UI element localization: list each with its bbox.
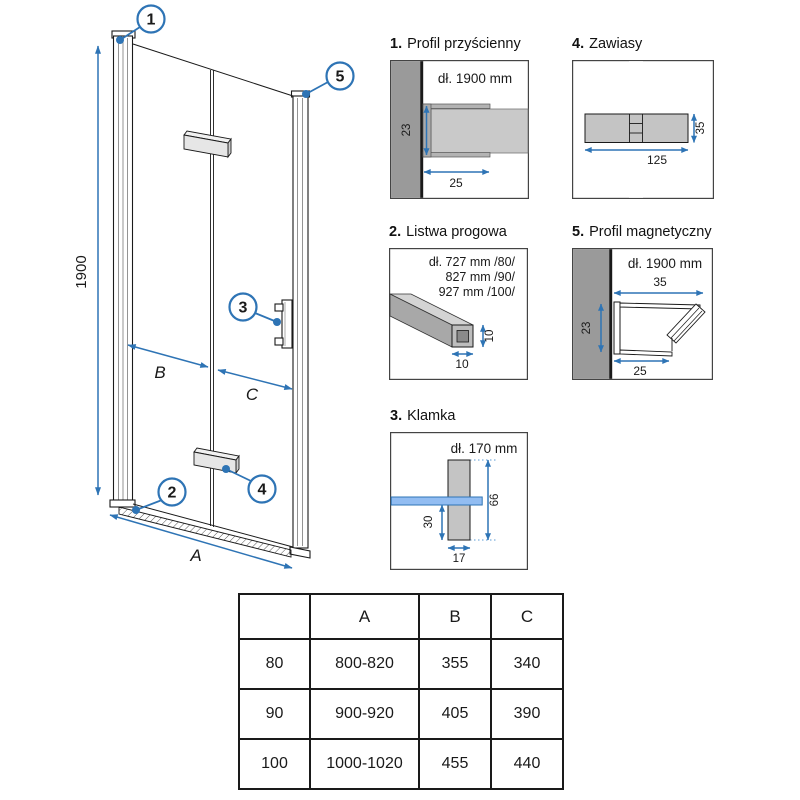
cell-b: 355 — [419, 639, 491, 689]
detail-5-dim-35: 35 — [653, 275, 667, 289]
callout-1-number: 1 — [146, 11, 156, 29]
glass-bottom-edge — [133, 504, 293, 547]
detail-2-dim-h: 10 — [484, 329, 496, 343]
detail-5-drawing — [572, 248, 713, 380]
bottom-hinge — [194, 448, 239, 473]
detail-2-number: 2. — [389, 224, 402, 240]
callout-5 — [302, 63, 354, 99]
header-b: B — [419, 594, 491, 639]
detail-5-dim-23: 23 — [581, 321, 593, 335]
cell-a: 800-820 — [310, 639, 419, 689]
callout-3-number: 3 — [238, 299, 248, 317]
callout-3 — [230, 294, 282, 327]
detail-3-length: dł. 170 mm — [450, 441, 518, 456]
detail-1-label: Profil przyścienny — [407, 36, 521, 52]
callout-4 — [222, 465, 276, 503]
detail-3-dim-66: 66 — [489, 493, 501, 507]
size-table — [238, 593, 564, 790]
detail-1-dim-25: 25 — [449, 176, 463, 190]
detail-3-drawing — [390, 432, 528, 570]
detail-1-drawing — [390, 60, 529, 199]
callout-5-number: 5 — [335, 68, 345, 86]
profile-top-flange — [423, 104, 490, 109]
threshold-strip — [119, 507, 291, 557]
cell-b: 455 — [419, 739, 491, 789]
callout-2-number: 2 — [167, 484, 177, 502]
detail-4-dim-125: 125 — [646, 153, 668, 167]
width-a-dimension — [110, 515, 292, 568]
detail-2-length-100: 927 mm /100/ — [438, 285, 515, 299]
detail-1-dim-23: 23 — [401, 123, 413, 137]
panel-c-dimension — [218, 370, 292, 404]
glass-panel — [431, 109, 528, 153]
height-dimension — [73, 46, 98, 495]
detail-4-number: 4. — [572, 36, 585, 52]
callout-2 — [132, 479, 186, 515]
top-hinge — [184, 131, 231, 157]
detail-2-dim-w: 10 — [455, 357, 469, 371]
cell-size: 100 — [239, 739, 310, 789]
detail-2-drawing — [389, 248, 528, 380]
detail-5-number: 5. — [572, 224, 585, 240]
cell-a: 900-920 — [310, 689, 419, 739]
callout-1 — [116, 6, 165, 45]
table-row-100 — [239, 739, 563, 789]
cell-a: 1000-1020 — [310, 739, 419, 789]
wall-section — [573, 249, 609, 379]
header-c: C — [491, 594, 563, 639]
table-header-row — [239, 594, 563, 639]
hinge-body — [585, 114, 688, 143]
header-a: A — [310, 594, 419, 639]
wall-face-line — [609, 249, 612, 379]
cell-c: 440 — [491, 739, 563, 789]
detail-2-length-80: dł. 727 mm /80/ — [428, 255, 515, 269]
glass-strip — [391, 497, 482, 505]
header-size — [239, 594, 310, 639]
detail-2-title — [389, 224, 507, 240]
table-row-80 — [239, 639, 563, 689]
glass-top-edge — [133, 44, 293, 96]
detail-2-label: Listwa progowa — [406, 224, 507, 240]
detail-2-length-90: 827 mm /90/ — [445, 270, 515, 284]
main-door-diagram — [0, 0, 380, 612]
detail-5-length: dł. 1900 mm — [627, 256, 703, 271]
detail-3-title — [390, 408, 455, 424]
detail-4-dim-35: 35 — [695, 121, 707, 135]
profile-bottom-flange — [423, 153, 490, 158]
detail-3-label: Klamka — [407, 408, 456, 424]
detail-5-label: Profil magnetyczny — [589, 224, 712, 240]
detail-4-label: Zawiasy — [589, 36, 643, 52]
detail-4-drawing — [572, 60, 714, 199]
width-a-label: A — [190, 546, 202, 565]
detail-5-dim-25: 25 — [633, 364, 647, 378]
detail-3-dim-17: 17 — [452, 553, 466, 565]
detail-3-dim-30: 30 — [423, 515, 435, 529]
height-dimension-label: 1900 — [73, 255, 90, 289]
cell-c: 390 — [491, 689, 563, 739]
panel-b-dimension — [128, 345, 208, 382]
detail-4-title — [572, 36, 642, 52]
panel-b-label: B — [154, 363, 166, 382]
detail-1-length: dł. 1900 mm — [437, 71, 513, 86]
detail-3-number: 3. — [390, 408, 403, 424]
table-row-90 — [239, 689, 563, 739]
panel-c-label: C — [245, 385, 259, 404]
detail-1-number: 1. — [390, 36, 403, 52]
cell-c: 340 — [491, 639, 563, 689]
left-wall-profile — [110, 31, 135, 507]
cell-size: 80 — [239, 639, 310, 689]
detail-1-title — [390, 36, 521, 52]
callout-4-number: 4 — [257, 481, 267, 499]
detail-5-title — [572, 224, 712, 240]
cell-b: 405 — [419, 689, 491, 739]
right-magnetic-profile — [290, 91, 310, 558]
cell-size: 90 — [239, 689, 310, 739]
